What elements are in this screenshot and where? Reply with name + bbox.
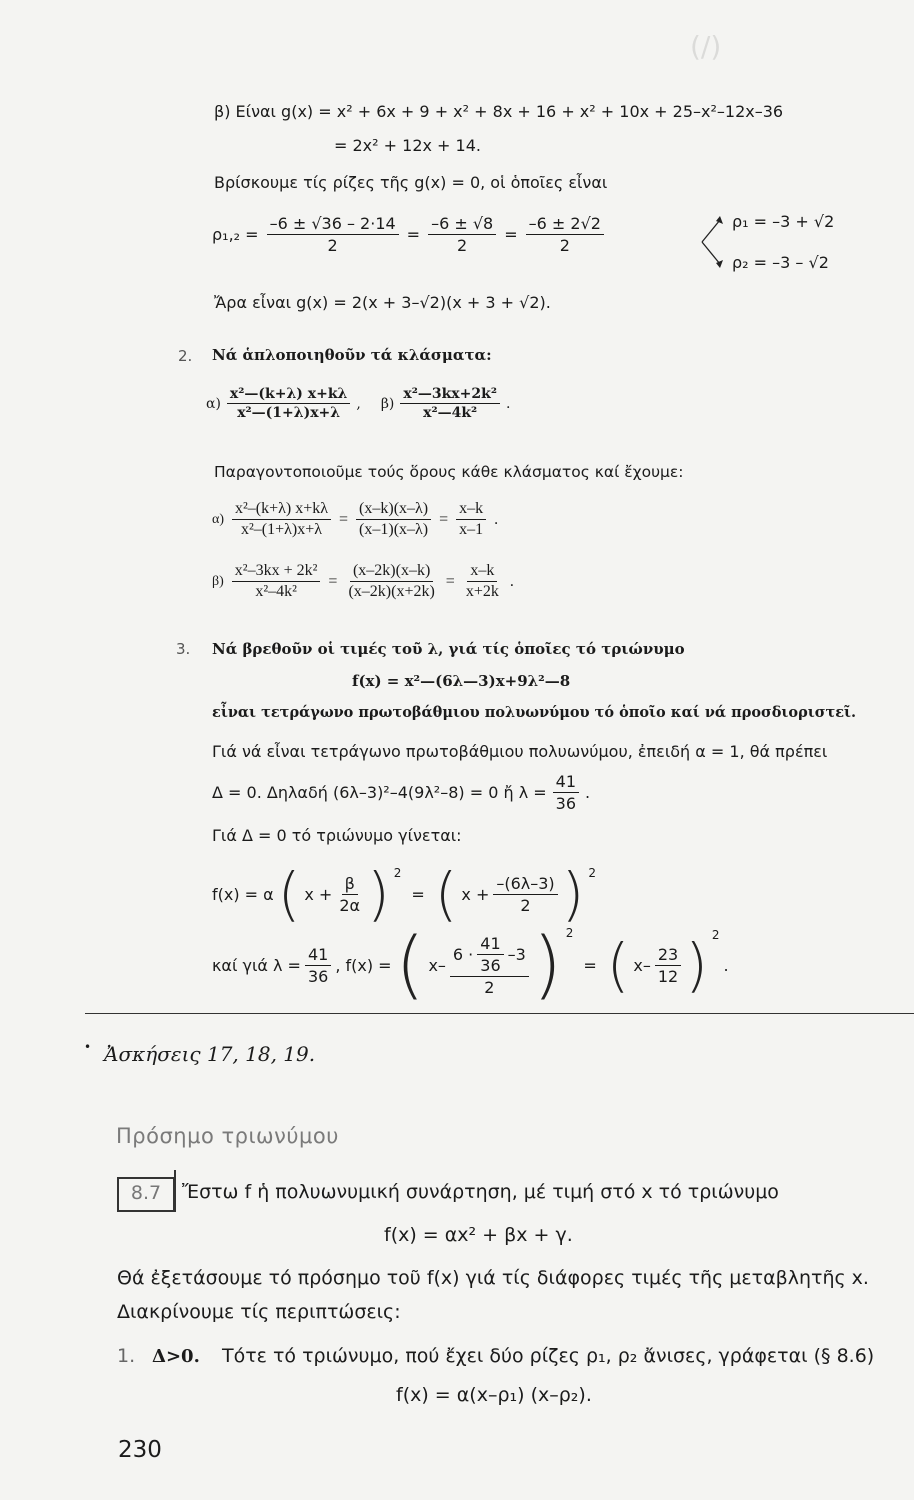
x-minus: x– [428, 955, 446, 975]
exercise-3-formula: f(x) = x²—(6λ—3)x+9λ²—8 [352, 672, 571, 690]
bleed-through-mark: (/) [690, 30, 722, 63]
solution-2a-label: α) [212, 511, 224, 527]
branch-arrows-icon [700, 212, 726, 272]
roots-fraction-3: $\frac{-6 \pm 2√2}{2}$ [526, 214, 604, 255]
solution-2b-label: β) [212, 573, 224, 589]
section-box-rule [174, 1170, 176, 1212]
final-square-formula: καί γιά λ = $\frac{41}{36}$ , f(x) = ( x– 6 · $\frac{41}{36}$ –3 2 ) $^2$ = ( x– $\frac{23}{12}$ ) $^2$ . [212, 922, 729, 1008]
solution-2a: α) $\frac{\text{x²–(k+λ) x+kλ}}{\text{x²–(1+λ)x+λ}}$ = $\frac{(x-k)(x-\lambda)}{(x-1)(x-\lambda)}$ = $\frac{x-k}{x-1}$ . [212, 500, 499, 538]
exercise-3-line-2: εἶναι τετράγωνο πρωτοβάθμιου πολυωνύμου τό ὁποῖο καί νά προσδιοριστεῖ. [212, 704, 857, 721]
root-rho2: ρ₂ = –3 – √2 [732, 253, 829, 272]
x-minus-2: x– [633, 955, 651, 975]
square-exponent-3: 2 [565, 926, 574, 940]
section-line-4: Διακρίνουμε τίς περιπτώσεις: [117, 1301, 401, 1323]
solution-2a-fraction-1: $\frac{\text{x²–(k+λ) x+kλ}}{\text{x²–(1+λ)x+λ}}$ [232, 500, 331, 539]
case-1-formula: f(x) = α(x–ρ₁) (x–ρ₂). [396, 1384, 592, 1406]
case-1-number: 1. [117, 1345, 136, 1367]
inner-41-36-fraction: $\frac{41}{36}$ [477, 934, 503, 975]
beta-over-2alpha: $\frac{\beta}{2\alpha}$ [339, 873, 361, 915]
x-plus: x + [304, 884, 333, 904]
exercise-2a-label: α) [206, 395, 221, 412]
equals-sign-2: = [583, 955, 597, 975]
exercise-3-title: Νά βρεθοῦν οἱ τιμές τοῦ λ, γιά τίς ὁποῖες τό τριώνυμο [212, 640, 685, 658]
square-exponent-2: 2 [588, 866, 596, 880]
solution-2b: β) $\frac{\text{x²–3kx + 2k²}}{\text{x²–4k²}}$ = $\frac{(x-2k)(x-k)}{(x-2k)(x+2k)}$ = $\frac{x-k}{x+2k}$ . [212, 562, 514, 600]
solution-3-line-2-text: Δ = 0. Δηλαδή (6λ–3)²–4(9λ²–8) = 0 ἤ λ = [212, 783, 547, 802]
section-line-3: Θά ἐξετάσουμε τό πρόσημο τοῦ f(x) γιά τίς διάφορες τιμές τῆς μεταβλητῆς x. [117, 1267, 869, 1289]
roots-fraction-1: $\frac{-6 \pm √36 - 2\cdot 14}{2}$ [267, 214, 399, 255]
section-line-2: f(x) = αx² + βx + γ. [384, 1224, 573, 1246]
line-factorized-g: Ἄρα εἶναι g(x) = 2(x + 3–√2)(x + 3 + √2). [214, 293, 551, 312]
roots-fraction-2: $\frac{-6 \pm √8}{2}$ [428, 214, 496, 255]
solution-2b-fraction-1: $\frac{\text{x²–3kx + 2k²}}{\text{x²–4k²}}$ [232, 562, 321, 601]
lambda-fraction: $\frac{41}{36}$ [553, 772, 579, 813]
big-fraction-denominator: 2 [484, 977, 495, 997]
line-g-definition: β) Είναι g(x) = x² + 6x + 9 + x² + 8x + 16 + x² + 10x + 25–x²–12x–36 [214, 102, 784, 121]
bullet-icon: • [84, 1040, 92, 1054]
root-rho1: ρ₁ = –3 + √2 [732, 212, 835, 231]
minus-6lambda-fraction: $\frac{-(6\lambda-3)}{2}$ [493, 874, 557, 915]
kai-gia-lambda: καί γιά λ = [212, 955, 301, 975]
roots-label: ρ₁,₂ = [212, 225, 259, 244]
exercise-3-number: 3. [176, 640, 191, 658]
solution-3-line-1: Γιά νά εἶναι τετράγωνο πρωτοβάθμιου πολυωνύμου, ἐπειδή α = 1, θά πρέπει [212, 742, 828, 761]
solution-2a-fraction-3: $\frac{x-k}{x-1}$ [456, 500, 486, 539]
exercise-2-number: 2. [178, 347, 193, 365]
solution-2b-fraction-2: $\frac{(x-2k)(x-k)}{(x-2k)(x+2k)}$ [348, 562, 435, 600]
square-exponent-1: 2 [393, 866, 402, 880]
x-plus-2: x + [461, 884, 490, 904]
completed-square-formula: f(x) = α ( x + $\frac{\beta}{2\alpha}$ ) $^2$ = ( x + $\frac{-(6\lambda-3)}{2}$ ) $^2$ [212, 860, 596, 928]
exercise-2-factor-line: Παραγοντοποιοῦμε τούς ὅρους κάθε κλάσματος καί ἔχουμε: [214, 463, 684, 481]
big-fraction [450, 934, 529, 997]
solution-2b-fraction-3: $\frac{x-k}{x+2k}$ [465, 562, 499, 600]
case-1-text: Τότε τό τριώνυμο, πού ἔχει δύο ρίζες ρ₁, ρ₂ ἄνισες, γράφεται (§ 8.6) [222, 1345, 875, 1367]
case-1-condition: Δ>0. [152, 1346, 200, 1367]
section-divider [85, 1013, 914, 1014]
line-find-roots: Βρίσκουμε τίς ρίζες τῆς g(x) = 0, οἱ ὁποῖες εἶναι [214, 173, 608, 192]
comma-fx-equals: , f(x) = [335, 955, 392, 975]
exercise-2b-fraction: $\frac{\text{x²—3kx+2k²}}{\text{x²—4k²}}$ [400, 386, 500, 421]
section-number: 8.7 [130, 1182, 162, 1204]
exercise-2a-fraction: $\frac{\text{x²—(k+λ) x+kλ}}{\text{x²—(1+λ)x+λ}}$ [227, 386, 350, 421]
solution-3-line-3: Γιά Δ = 0 τό τριώνυμο γίνεται: [212, 826, 462, 845]
exercise-2-fractions: α) $\frac{\text{x²—(k+λ) x+kλ}}{\text{x²—(1+λ)x+λ}}$ , β) $\frac{\text{x²—3kx+2k²}}{\text{x²—4k²}}$ . [206, 386, 511, 421]
lambda-value-fraction: $\frac{41}{36}$ [305, 945, 331, 986]
exercise-2-title: Νά ἁπλοποιηθοῦν τά κλάσματα: [212, 346, 492, 364]
section-line-1: Ἔστω f ἡ πολυωνυμική συνάρτηση, μέ τιμή στό x τό τριώνυμο [182, 1181, 779, 1203]
solution-3-line-2: Δ = 0. Δηλαδή (6λ–3)²–4(9λ²–8) = 0 ἤ λ = $\frac{41}{36}$ . [212, 772, 591, 813]
fx-equals-alpha: f(x) = α [212, 884, 274, 904]
roots-formula: ρ₁,₂ = $\frac{-6 \pm √36 - 2\cdot 14}{2}$ = $\frac{-6 \pm √8}{2}$ = $\frac{-6 \pm 2√2}{2}$ [212, 214, 604, 255]
six-dot: 6 · [452, 944, 474, 964]
minus-three: –3 [507, 944, 526, 964]
page-number: 230 [118, 1437, 162, 1463]
square-exponent-4: 2 [711, 928, 720, 942]
fraction-23-12: $\frac{23}{12}$ [655, 945, 681, 986]
line-g-simplified: = 2x² + 12x + 14. [334, 136, 481, 155]
exercise-2b-label: β) [380, 395, 395, 412]
section-title: Πρόσημο τριωνύμου [116, 1124, 339, 1148]
exercises-reference: Ἀσκήσεις 17, 18, 19. [104, 1042, 316, 1066]
section-number-box [117, 1177, 175, 1212]
solution-2a-fraction-2: $\frac{(x-k)(x-\lambda)}{(x-1)(x-\lambda)}$ [356, 500, 431, 539]
equals-sign-1: = [411, 884, 425, 904]
